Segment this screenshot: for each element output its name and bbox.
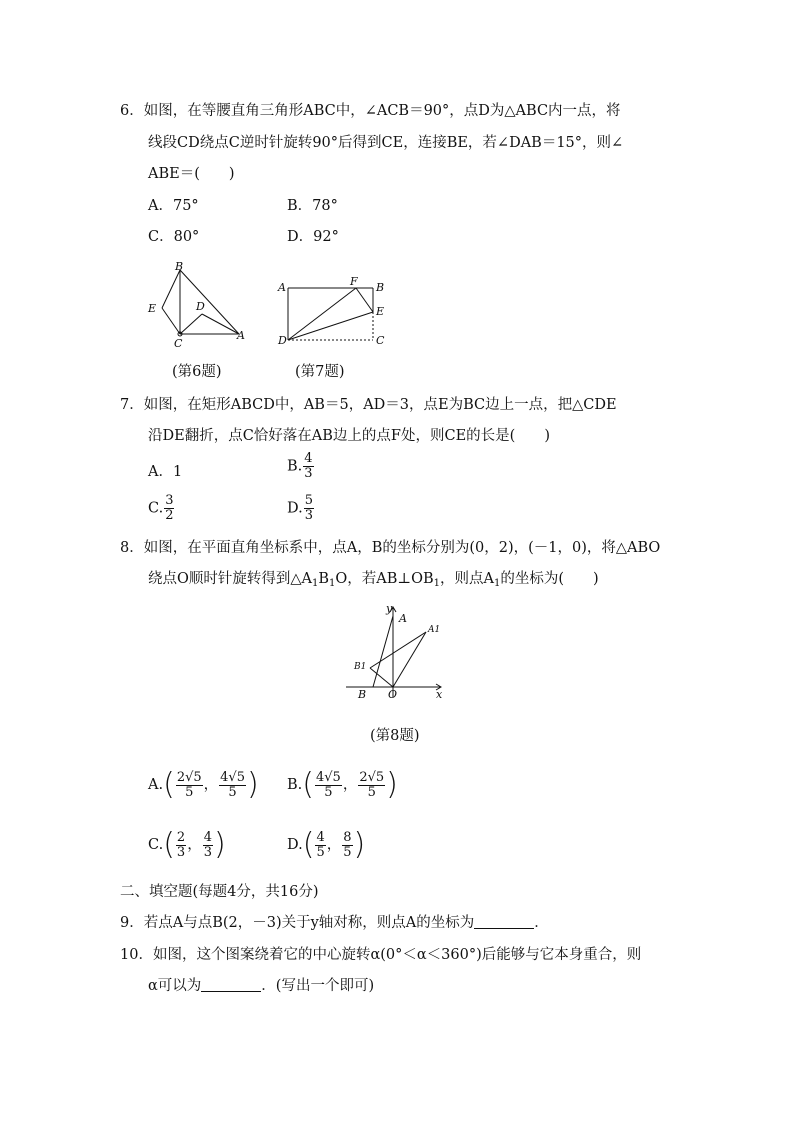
fig8-label-o: O bbox=[388, 688, 398, 700]
q6-option-d: D．92° bbox=[287, 229, 339, 245]
fig8-label-x: x bbox=[436, 688, 443, 700]
fig8-label-a: A bbox=[399, 612, 407, 625]
figure-q8 bbox=[340, 602, 452, 700]
q9-answer-blank[interactable] bbox=[474, 914, 534, 929]
fig6-label-c: C bbox=[174, 337, 183, 350]
section-heading: 二、填空题(每题4分，共16分) bbox=[120, 884, 319, 900]
fig8-label-y: y bbox=[386, 602, 393, 615]
fig7-label-c: C bbox=[376, 334, 385, 347]
q10-line1: 10．如图，这个图案绕着它的中心旋转α(0°＜α＜360°)后能够与它本身重合，则 bbox=[120, 947, 642, 963]
q10-answer-blank[interactable] bbox=[201, 977, 261, 992]
fig7-label-a: A bbox=[278, 281, 286, 294]
fig6-label-b: B bbox=[175, 260, 184, 273]
fig7-label-e: E bbox=[376, 305, 385, 318]
fig8-label-b: B bbox=[358, 688, 367, 700]
q7-option-a: A．1 bbox=[148, 464, 183, 480]
fig7-label-f: F bbox=[350, 275, 358, 288]
q6-line3: ABE＝( ) bbox=[148, 166, 235, 182]
q8-option-c: C.( $\frac{2}{3}$ ， $\frac{4}{3}$ ) bbox=[148, 827, 226, 862]
q7-line1: 7．如图，在矩形ABCD中，AB＝5，AD＝3，点E为BC边上一点，把△CDE bbox=[120, 397, 617, 413]
fig6-label-e: E bbox=[148, 302, 157, 315]
fig6-caption: (第6题) bbox=[172, 364, 222, 380]
q6-option-b: B．78° bbox=[287, 198, 338, 214]
q7-option-c: C. $\frac{3}{2}$ bbox=[148, 493, 174, 523]
q7-option-b: B. $\frac{4}{3}$ bbox=[287, 451, 313, 481]
fig7-label-b: B bbox=[376, 281, 385, 294]
fig8-caption: (第8题) bbox=[370, 728, 420, 744]
q8-line2: 绕点O顺时针旋转得到$\triangle A_1B_1O$，若$AB\perp OB_1$，则点$A_1$的坐标为( ) bbox=[148, 571, 599, 589]
fig6-label-a: A bbox=[237, 329, 245, 342]
fig7-label-d: D bbox=[278, 334, 287, 347]
figure-q7 bbox=[272, 272, 392, 350]
fig7-caption: (第7题) bbox=[295, 364, 345, 380]
fig8-label-b1: B1 bbox=[354, 662, 367, 672]
q8-option-b: B.( $\frac{4√5}{5}$ ， $\frac{2√5}{5}$ ) bbox=[287, 767, 398, 802]
q6-line2: 线段CD绕点C逆时针旋转90°后得到CE，连接BE，若∠DAB＝15°，则∠ bbox=[148, 135, 624, 151]
q8-line1: 8．如图，在平面直角坐标系中，点A，B的坐标分别为(0，2)，(－1，0)，将△ABO bbox=[120, 540, 661, 556]
q9-line: 9．若点A与点B(2，－3)关于y轴对称，则点A的坐标为 ． bbox=[120, 915, 549, 931]
q6-line1: 6．如图，在等腰直角三角形ABC中，∠ACB＝90°，点D为△ABC内一点，将 bbox=[120, 103, 621, 119]
q7-option-d: D. $\frac{5}{3}$ bbox=[287, 493, 313, 523]
fig6-label-d: D bbox=[196, 300, 205, 313]
figure-q6 bbox=[140, 258, 255, 350]
q6-option-c: C．80° bbox=[148, 229, 200, 245]
q8-option-d: D.( $\frac{4}{5}$ ， $\frac{8}{5}$ ) bbox=[287, 827, 366, 862]
q10-line2: α可以为 ．(写出一个即可) bbox=[148, 978, 375, 994]
q7-line2: 沿DE翻折，点C恰好落在AB边上的点F处，则CE的长是( ) bbox=[148, 428, 550, 444]
q8-option-a: A.( $\frac{2√5}{5}$ ， $\frac{4√5}{5}$ ) bbox=[148, 767, 259, 802]
q6-option-a: A．75° bbox=[148, 198, 199, 214]
fig8-label-a1: A1 bbox=[428, 625, 441, 635]
